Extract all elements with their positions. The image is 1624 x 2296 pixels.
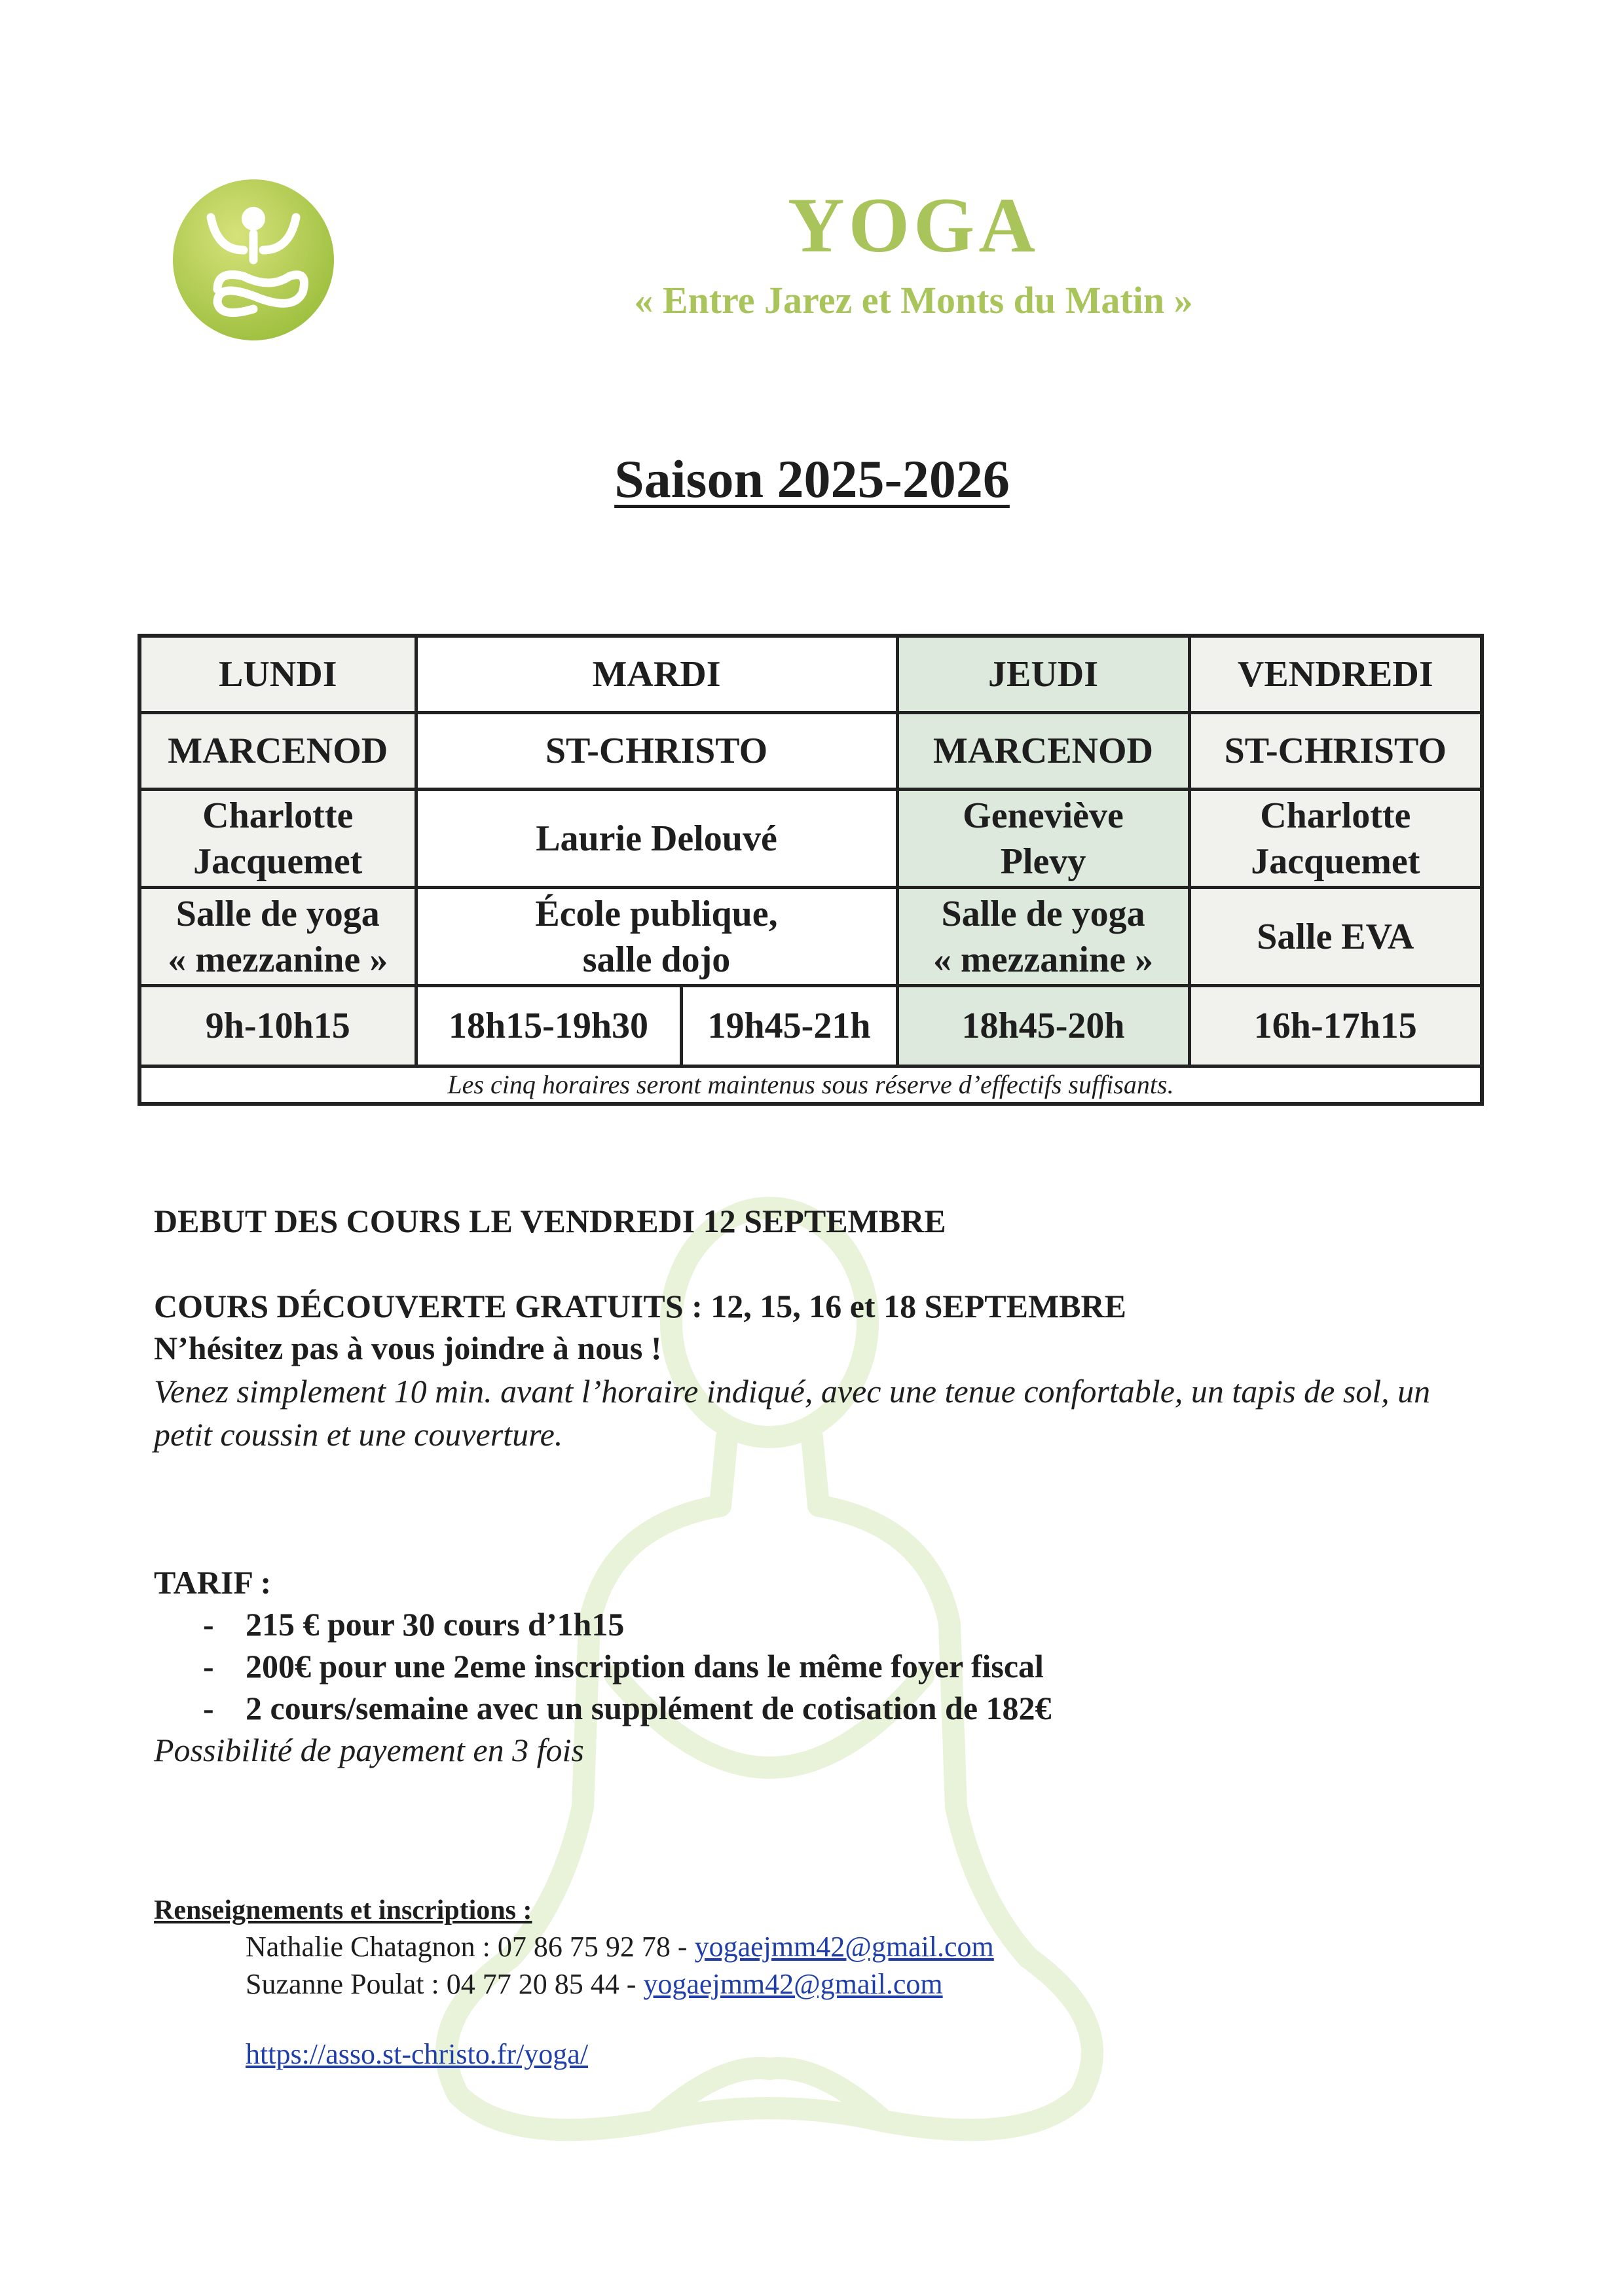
separator: -: [619, 1968, 644, 2000]
page-title: YOGA: [788, 181, 1039, 268]
room-line: salle dojo: [582, 939, 731, 980]
list-item: [203, 1647, 1044, 1685]
contact-email-link[interactable]: yogaejmm42@gmail.com: [643, 1968, 943, 2000]
table-row: [139, 713, 1482, 790]
teacher-line: Jacquemet: [193, 841, 363, 882]
time-cell: 19h45-21h: [681, 986, 897, 1066]
contact-line: [246, 1967, 943, 2001]
room-line: École publique,: [535, 893, 778, 934]
start-date-text: DEBUT DES COURS LE VENDREDI 12 SEPTEMBRE: [154, 1203, 946, 1239]
payment-note: Possibilité de payement en 3 fois: [154, 1732, 584, 1768]
free-trial-text: COURS DÉCOUVERTE GRATUITS : 12, 15, 16 et 18 SEPTEMBRE: [154, 1288, 1126, 1324]
table-row: [139, 1066, 1482, 1104]
list-item: [203, 1605, 624, 1643]
invitation-text: N’hésitez pas à vous joindre à nous !: [154, 1330, 662, 1366]
season-heading: Saison 2025-2026: [614, 449, 1010, 509]
tarif-heading: TARIF :: [154, 1564, 272, 1601]
time-cell: 9h-10h15: [139, 986, 416, 1066]
day-cell: VENDREDI: [1189, 636, 1482, 713]
teacher-line: Jacquemet: [1251, 841, 1420, 882]
table-row: [139, 636, 1482, 713]
teacher-cell: [139, 790, 416, 888]
teacher-line: Charlotte: [1260, 795, 1411, 836]
room-line: Salle EVA: [1257, 916, 1414, 957]
instructions-text: Venez simplement 10 min. avant l’horaire indiqué, avec une tenue confortable, un tapis de sol, un petit coussin et une couverture.: [154, 1373, 1431, 1453]
room-cell: [139, 888, 416, 986]
contact-name: Nathalie Chatagnon: [246, 1931, 475, 1963]
contact-line: [246, 1930, 994, 1963]
separator: -: [670, 1931, 695, 1963]
website-link[interactable]: https://asso.st-christo.fr/yoga/: [246, 2038, 589, 2070]
tarif-item-text: 200€ pour une 2eme inscription dans le même foyer fiscal: [246, 1648, 1044, 1685]
separator: :: [475, 1931, 498, 1963]
schedule-note: Les cinq horaires seront maintenus sous réserve d’effectifs suffisants.: [139, 1066, 1482, 1104]
contact-email-link[interactable]: yogaejmm42@gmail.com: [694, 1931, 994, 1963]
room-line: Salle de yoga: [175, 893, 380, 934]
room-line: « mezzanine »: [168, 939, 388, 980]
place-cell: ST-CHRISTO: [416, 713, 897, 790]
contact-heading: Renseignements et inscriptions :: [154, 1895, 532, 1925]
place-cell: MARCENOD: [897, 713, 1189, 790]
day-cell: JEUDI: [897, 636, 1189, 713]
teacher-line: Laurie Delouvé: [536, 818, 777, 859]
tarif-item-text: 2 cours/semaine avec un supplément de cotisation de 182€: [246, 1690, 1052, 1726]
contact-name: Suzanne Poulat: [246, 1968, 424, 2000]
room-cell: [1189, 888, 1482, 986]
day-cell: MARDI: [416, 636, 897, 713]
teacher-line: Plevy: [1000, 841, 1086, 882]
teacher-cell: [1189, 790, 1482, 888]
room-cell: [416, 888, 897, 986]
table-row: [139, 790, 1482, 888]
contact-phone: 07 86 75 92 78: [497, 1931, 671, 1963]
teacher-line: Geneviève: [963, 795, 1124, 836]
bullet-dash: -: [203, 1690, 214, 1726]
bullet-dash: -: [203, 1648, 214, 1685]
room-cell: [897, 888, 1189, 986]
separator: :: [424, 1968, 447, 2000]
table-row: [139, 888, 1482, 986]
place-cell: ST-CHRISTO: [1189, 713, 1482, 790]
table-row: [139, 986, 1482, 1066]
teacher-cell: [416, 790, 897, 888]
teacher-cell: [897, 790, 1189, 888]
room-line: « mezzanine »: [933, 939, 1153, 980]
contact-phone: 04 77 20 85 44: [446, 1968, 619, 2000]
list-item: [203, 1689, 1052, 1727]
page-subtitle: « Entre Jarez et Monts du Matin »: [634, 279, 1193, 321]
teacher-line: Charlotte: [202, 795, 354, 836]
bullet-dash: -: [203, 1606, 214, 1643]
schedule-table: [138, 634, 1484, 1106]
time-cell: 16h-17h15: [1189, 986, 1482, 1066]
time-cell: 18h15-19h30: [416, 986, 681, 1066]
room-line: Salle de yoga: [941, 893, 1145, 934]
place-cell: MARCENOD: [139, 713, 416, 790]
time-cell: 18h45-20h: [897, 986, 1189, 1066]
tarif-item-text: 215 € pour 30 cours d’1h15: [246, 1606, 625, 1643]
day-cell: LUNDI: [139, 636, 416, 713]
